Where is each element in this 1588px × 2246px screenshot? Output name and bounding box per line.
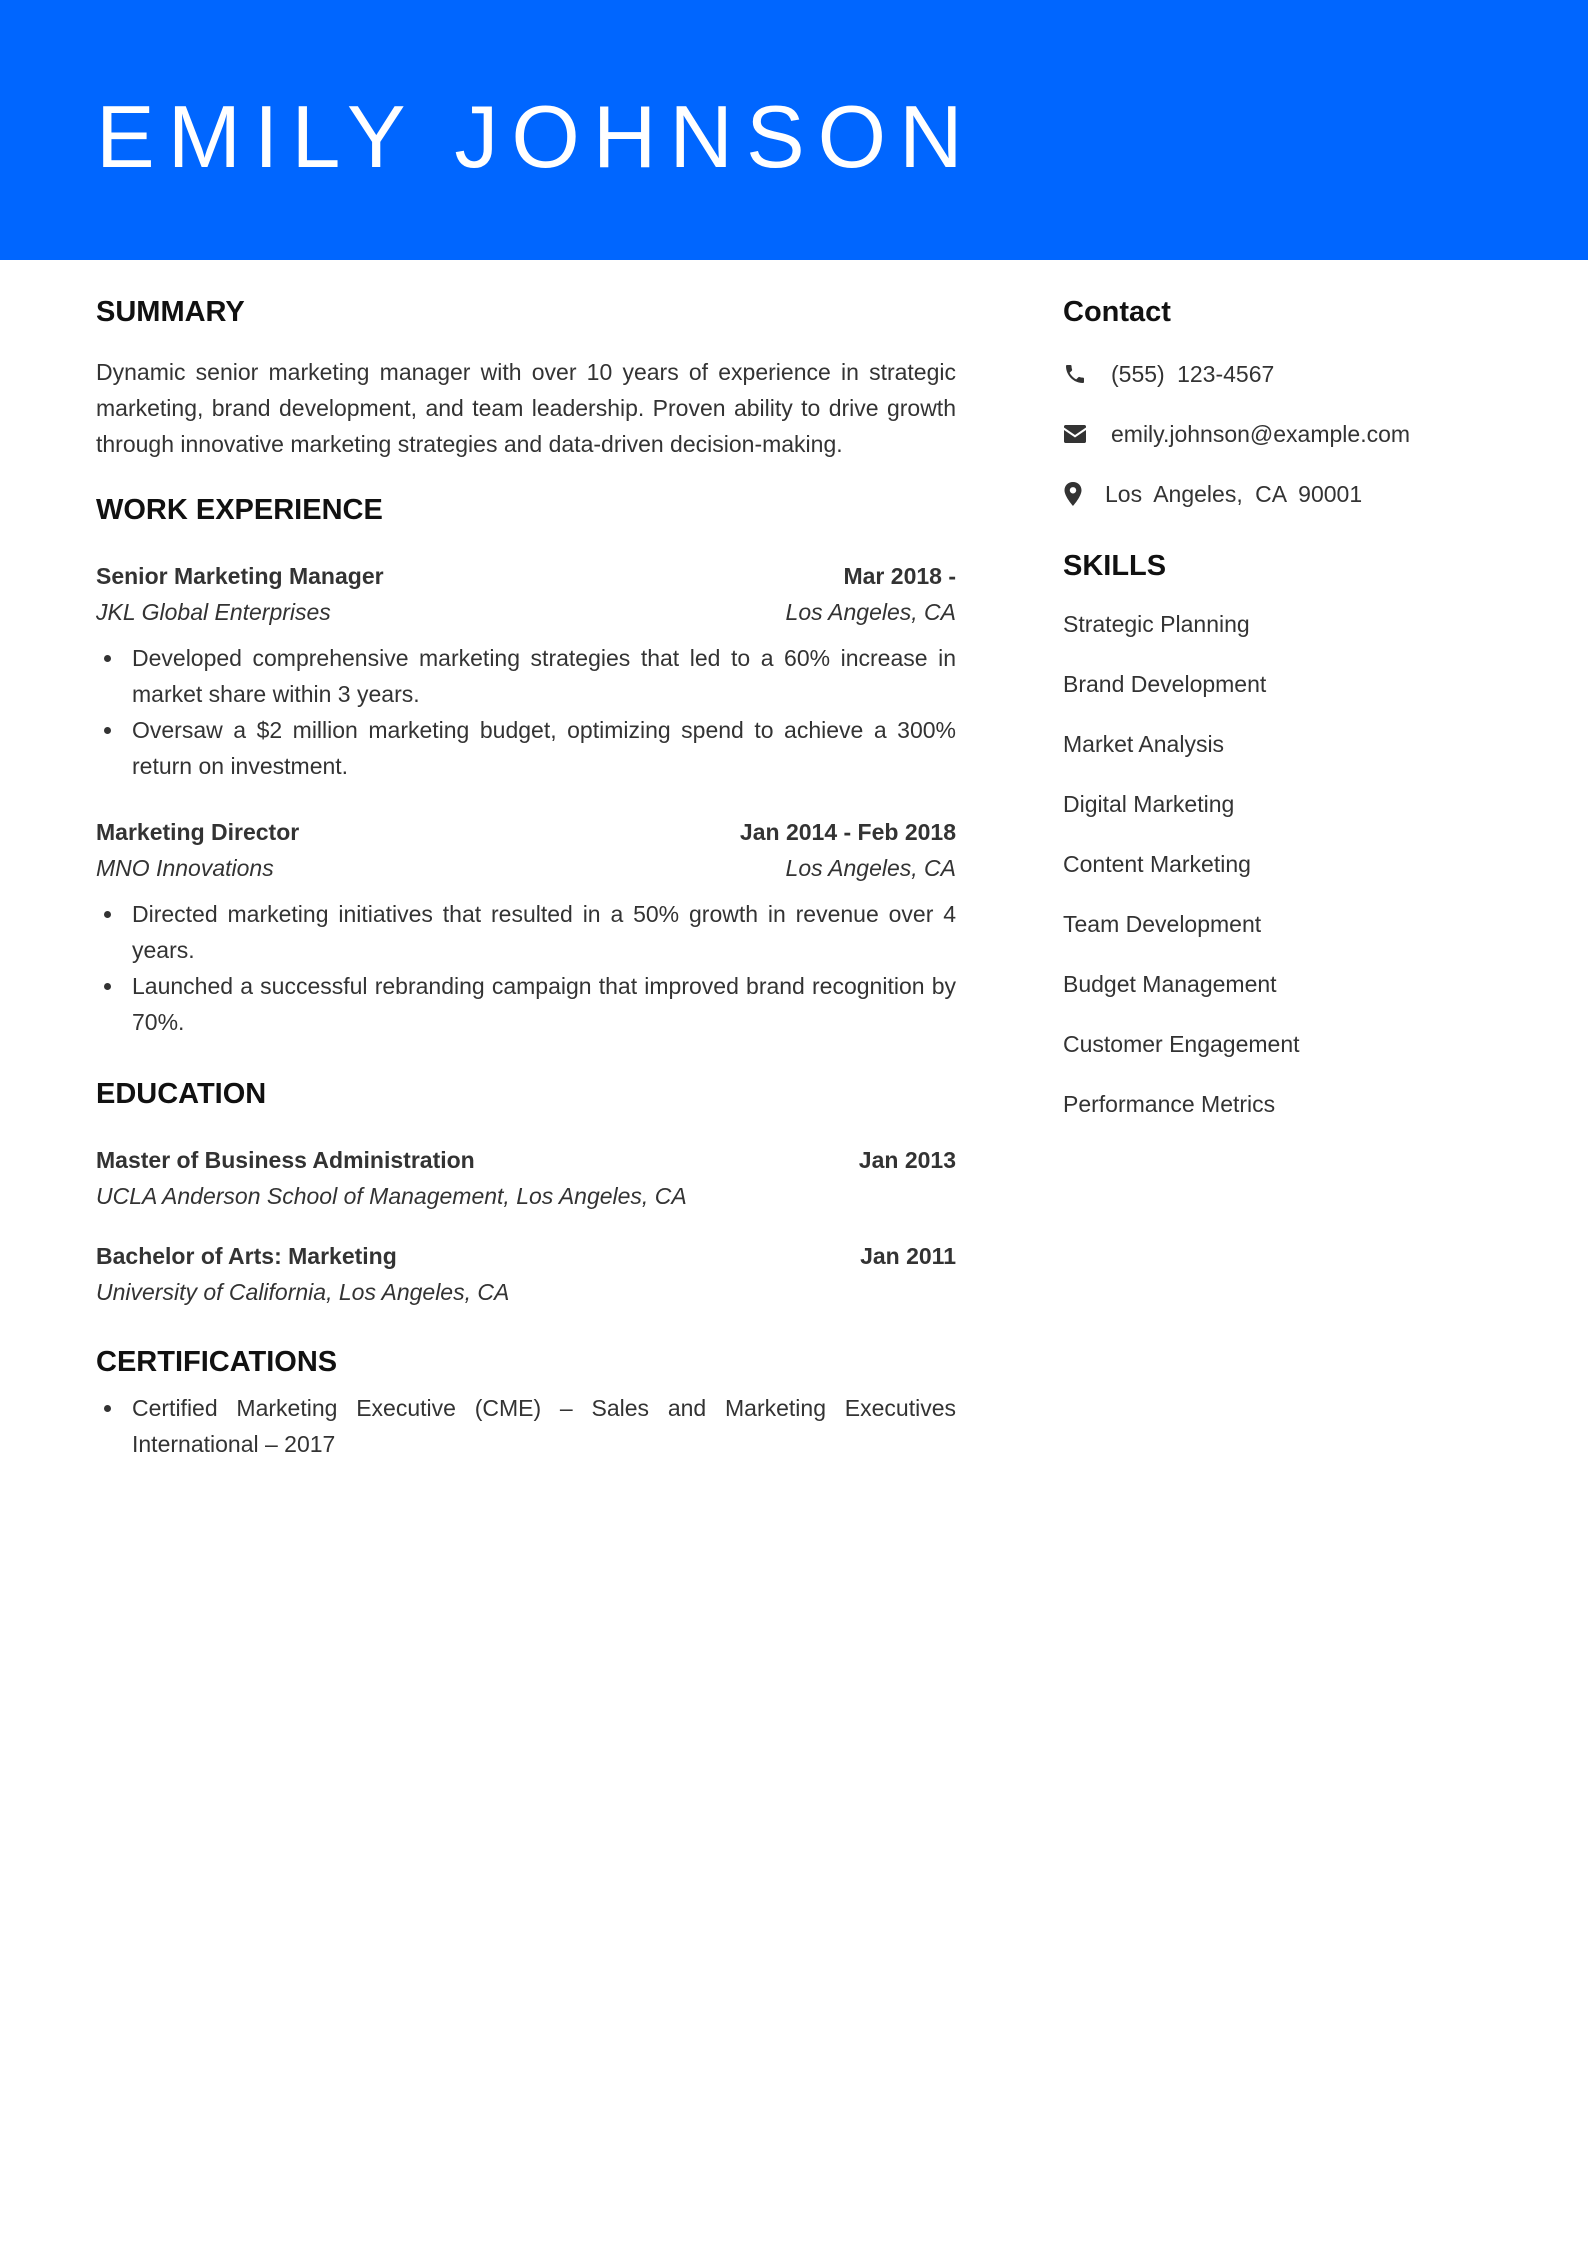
candidate-name: EMILY JOHNSON <box>96 87 976 186</box>
skill-item: Brand Development <box>1063 671 1267 697</box>
summary-text: Dynamic senior marketing manager with over 10 years of experience in strategic marketing, brand development, and team leadership. Proven ability to drive growth through innovative marketing strategies and data-driven decision-making. <box>96 359 956 457</box>
contact-list <box>1063 356 1503 512</box>
bullet-dot <box>104 1405 111 1412</box>
sidebar-column <box>1063 260 1503 1146</box>
job-company: JKL Global Enterprises <box>96 599 331 625</box>
bullet-dot <box>104 983 111 990</box>
skills-heading: SKILLS <box>1063 550 1167 582</box>
education-entry <box>96 1238 956 1310</box>
phone-number: (555) 123-4567 <box>1111 360 1275 387</box>
job-entry <box>96 814 956 1040</box>
education-heading: EDUCATION <box>96 1078 267 1110</box>
skill-item: Budget Management <box>1063 971 1277 997</box>
phone-icon <box>1063 359 1093 389</box>
header-banner <box>0 0 1588 260</box>
degree: Master of Business Administration <box>96 1147 475 1173</box>
bullet-dot <box>104 727 111 734</box>
job-bullets <box>96 896 956 1040</box>
contact-email <box>1063 416 1503 452</box>
job-bullet-text: Directed marketing initiatives that resulted in a 50% growth in revenue over 4 years. <box>132 901 956 963</box>
certification-text: Certified Marketing Executive (CME) – Sales and Marketing Executives International – 2017 <box>132 1395 956 1457</box>
certifications-heading: CERTIFICATIONS <box>96 1346 338 1378</box>
job-location: Los Angeles, CA <box>785 599 956 625</box>
degree-date: Jan 2011 <box>860 1243 956 1269</box>
bullet-dot <box>104 911 111 918</box>
job-company: MNO Innovations <box>96 855 274 881</box>
skills-list <box>1063 606 1503 1122</box>
envelope-icon <box>1063 419 1093 449</box>
degree-date: Jan 2013 <box>858 1147 956 1173</box>
skill-item: Strategic Planning <box>1063 611 1250 637</box>
skill-item: Market Analysis <box>1063 731 1225 757</box>
job-bullet <box>96 896 956 968</box>
certifications-list <box>96 1390 956 1462</box>
skill-item: Team Development <box>1063 911 1262 937</box>
job-bullet-text: Developed comprehensive marketing strategies that led to a 60% increase in market share within 3 years. <box>132 645 956 707</box>
job-dates: Jan 2014 - Feb 2018 <box>739 819 956 845</box>
job-bullets <box>96 640 956 784</box>
job-bullet-text: Launched a successful rebranding campaign that improved brand recognition by 70%. <box>132 973 956 1035</box>
contact-heading: Contact <box>1063 296 1171 328</box>
degree: Bachelor of Arts: Marketing <box>96 1243 397 1269</box>
job-entry <box>96 558 956 784</box>
contact-phone <box>1063 356 1503 392</box>
location-text: Los Angeles, CA 90001 <box>1105 480 1363 507</box>
job-location: Los Angeles, CA <box>785 855 956 881</box>
contact-location <box>1063 476 1503 512</box>
skill-item: Content Marketing <box>1063 851 1251 877</box>
job-bullet <box>96 712 956 784</box>
bullet-dot <box>104 655 111 662</box>
job-role: Marketing Director <box>96 819 300 845</box>
main-column <box>96 260 956 1462</box>
job-bullet <box>96 640 956 712</box>
skill-item: Performance Metrics <box>1063 1091 1276 1117</box>
job-bullet-text: Oversaw a $2 million marketing budget, optimizing spend to achieve a 300% return on investment. <box>132 717 956 779</box>
education-entry <box>96 1142 956 1214</box>
job-dates: Mar 2018 - <box>843 563 956 589</box>
email-address: emily.johnson@example.com <box>1111 420 1411 447</box>
map-pin-icon <box>1063 479 1093 509</box>
skill-item: Digital Marketing <box>1063 791 1235 817</box>
school: University of California, Los Angeles, CA <box>96 1279 510 1305</box>
skill-item: Customer Engagement <box>1063 1031 1300 1057</box>
certification-item <box>96 1390 956 1462</box>
summary-heading: SUMMARY <box>96 296 245 328</box>
work-experience-heading: WORK EXPERIENCE <box>96 494 383 526</box>
job-bullet <box>96 968 956 1040</box>
school: UCLA Anderson School of Management, Los Angeles, CA <box>96 1183 687 1209</box>
job-role: Senior Marketing Manager <box>96 563 384 589</box>
